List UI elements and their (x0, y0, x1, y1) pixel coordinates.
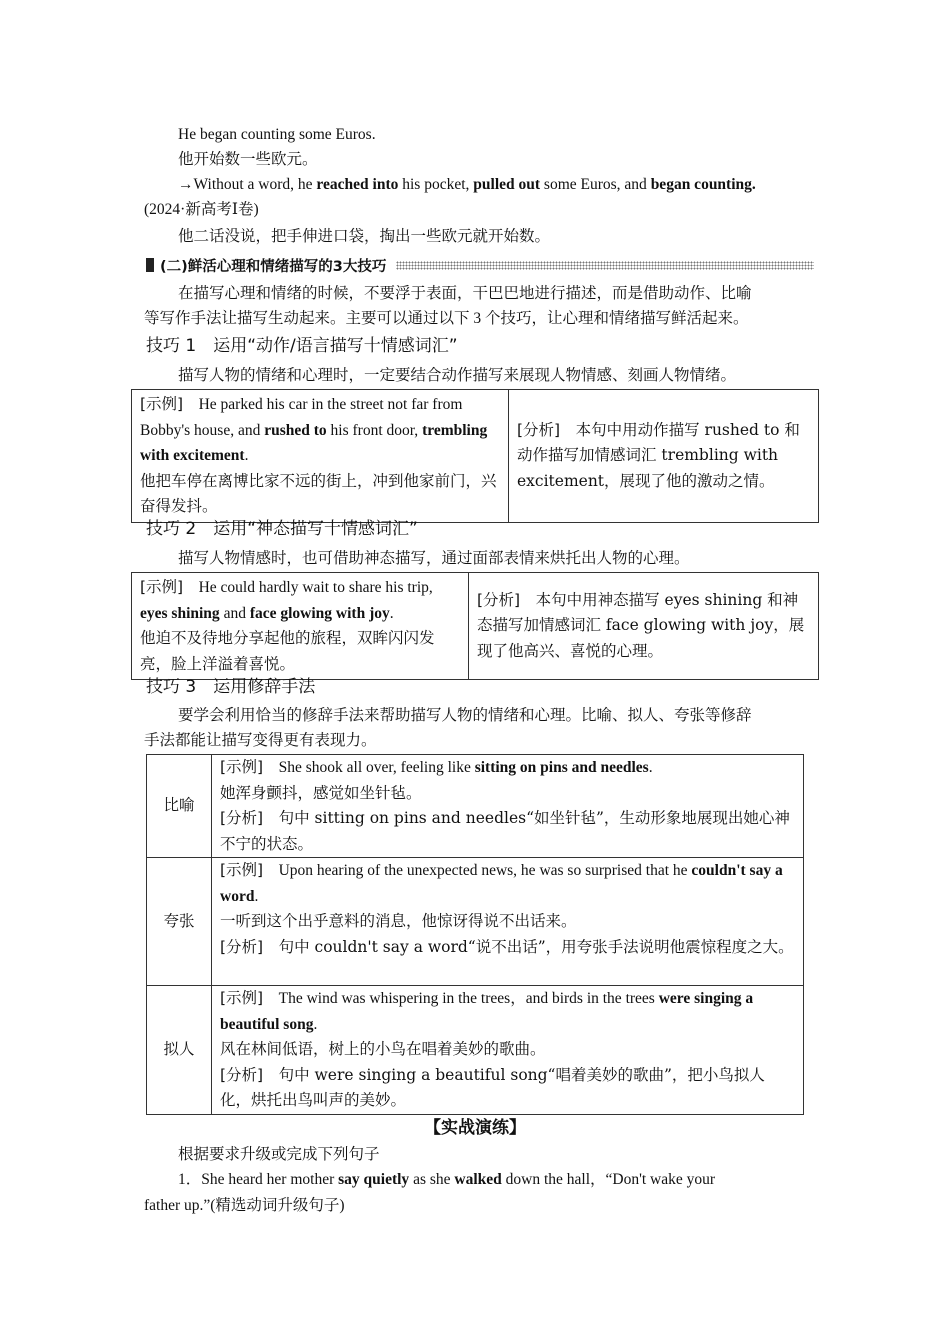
tip1-example-cn: 他把车停在离博比家不远的街上，冲到他家前门，兴奋得发抖。 (140, 472, 497, 515)
intro-line-1: He began counting some Euros. (178, 126, 376, 143)
arrow-icon: → (178, 176, 194, 193)
section-dotted-rule (396, 261, 814, 270)
rhetoric-content: [示例] She shook all over, feeling like sitting on pins and needles. 她浑身颤抖，感觉如坐针毡。 [分析] 句中 sitting on pins and needles“如坐针毡”，生动形象地展现出她心神不宁的状态。 (212, 755, 804, 858)
tip2-example-cell: [示例] He could hardly wait to share his trip, eyes shining and face glowing with joy. 他迫不及待地分享起他的旅程，双眸闪闪发亮，脸上洋溢着喜悦。 (132, 573, 469, 680)
tip1-desc: 描写人物的情绪和心理时，一定要结合动作描写来展现人物情感、刻画人物情绪。 (178, 367, 737, 384)
tip2-example-cn: 他迫不及待地分享起他的旅程，双眸闪闪发亮，脸上洋溢着喜悦。 (140, 630, 435, 673)
section-marker-icon (146, 258, 154, 272)
tip1-title: 技巧 1 运用“动作/语言描写十情感词汇” (146, 336, 458, 356)
intro-line-5-cn: 他二话没说，把手伸进口袋，掏出一些欧元就开始数。 (178, 228, 551, 245)
tip3-desc-line-1: 要学会利用恰当的修辞手法来帮助描写人物的情绪和心理。比喻、拟人、夸张等修辞 (178, 707, 752, 724)
rhetoric-kind: 比喻 (147, 755, 212, 858)
tip2-desc: 描写人物情感时，也可借助神态描写，通过面部表情来烘托出人物的心理。 (178, 550, 690, 567)
tip2-analysis-cell: [分析] 本句中用神态描写 eyes shining 和神态描写加情感词汇 face glowing with joy，展现了他高兴、喜悦的心理。 (469, 573, 819, 680)
tip1-example-cell: [示例] He parked his car in the street not far from Bobby's house, and rushed to his front door, trembling with excitement. 他把车停在离博比家不远的街上，冲到他家前门，兴奋得发抖。 (132, 390, 509, 523)
intro-line-2-cn: 他开始数一些欧元。 (178, 151, 318, 168)
tip2-title: 技巧 2 运用“神态描写十情感词汇” (146, 519, 418, 539)
section-title: (二)鲜活心理和情绪描写的3大技巧 (160, 258, 387, 275)
tip1-table (131, 389, 819, 523)
practice-instruction: 根据要求升级或完成下列句子 (178, 1145, 380, 1163)
rhetoric-kind: 拟人 (147, 986, 212, 1115)
rhetoric-content: [示例] The wind was whispering in the trees，and birds in the trees were singing a beautiful song. 风在林间低语，树上的小鸟在唱着美妙的歌曲。 [分析] 句中 were singing a beautiful song“唱着美妙的歌曲”，把小鸟拟人化，烘托出鸟叫声的美妙。 (212, 986, 804, 1115)
tip2-table (131, 572, 819, 680)
rhetoric-row-metaphor (147, 755, 804, 858)
intro-source: (2024·新高考Ⅰ卷) (144, 201, 259, 218)
rhetoric-table (146, 754, 804, 1115)
section-header (146, 254, 814, 276)
rhetoric-row-personification (147, 986, 804, 1115)
practice-q1-line-1: 1．She heard her mother say quietly as she walked down the hall，“Don't wake your (178, 1171, 716, 1188)
rhetoric-content: [示例] Upon hearing of the unexpected news, he was so surprised that he couldn't say a word. 一听到这个出乎意料的消息，他惊讶得说不出话来。 [分析] 句中 couldn't say a word“说不出话”，用夸张手法说明他震惊程度之大。 (212, 858, 804, 986)
rhetoric-kind: 夸张 (147, 858, 212, 986)
section-para-line-1: 在描写心理和情绪的时候，不要浮于表面，干巴巴地进行描述，而是借助动作、比喻 (178, 285, 752, 302)
practice-q1-line-2: father up.”(精选动词升级句子) (144, 1197, 345, 1214)
rhetoric-row-hyperbole (147, 858, 804, 986)
tip1-analysis-cell: [分析] 本句中用动作描写 rushed to 和动作描写加情感词汇 trembling with excitement，展现了他的激动之情。 (509, 390, 819, 523)
section-para-line-2: 等写作手法让描写生动起来。主要可以通过以下 3 个技巧，让心理和情绪描写鲜活起来。 (144, 310, 749, 327)
tip3-title: 技巧 3 运用修辞手法 (146, 677, 316, 697)
practice-title: 【实战演练】 (424, 1118, 526, 1138)
intro-line-3: →Without a word, he reached into his pocket, pulled out some Euros, and began counting. (178, 176, 756, 193)
tip3-desc-line-2: 手法都能让描写变得更有表现力。 (144, 732, 377, 749)
